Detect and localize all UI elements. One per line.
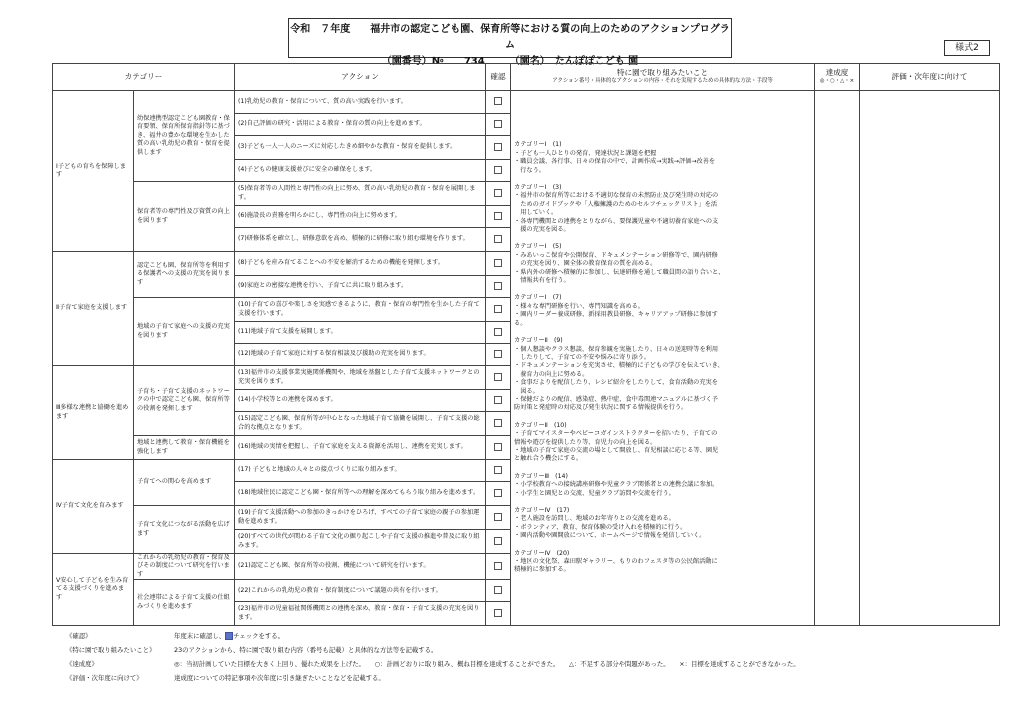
action-22: (22)これからの乳幼児の教育・保育制度について議題の共有を行います。	[235, 580, 486, 602]
check-cell	[486, 114, 511, 136]
form-number: 様式2	[944, 40, 990, 56]
table-header-row	[53, 64, 1000, 91]
category-4: Ⅳ子育て文化を育みます	[53, 460, 134, 554]
focus-line: 援の充実を図る。	[514, 226, 570, 234]
check-box[interactable]	[494, 189, 502, 197]
focus-line: ・園内リーダー養成研修、新採用教員研修、キャリアアップ研修に参加す	[514, 311, 718, 319]
focus-block	[514, 473, 811, 498]
check-cell	[486, 390, 511, 412]
note-value: 達成度についての特記事項や次年度に引き継ぎたいことなどを記載する。	[174, 674, 385, 682]
check-cell	[486, 482, 511, 506]
check-cell	[486, 412, 511, 436]
subcategory-2-1: 認定こども園、保育所等を利用する保護者への支援の充実を図ります	[134, 252, 235, 298]
check-cell	[486, 276, 511, 298]
check-cell	[486, 182, 511, 206]
action-21: (21)認定こども園、保育所等の役割、機能について研究を行います。	[235, 554, 486, 580]
check-cell	[486, 436, 511, 460]
action-1: (1)乳幼児の教育・保育について、質の高い実践を行います。	[235, 91, 486, 114]
evaluation-cell[interactable]	[860, 91, 1000, 626]
action-10: (10)子育ての喜びや楽しさを実感できるように、教育・保育の専門性を生かした子育て支援を行います。	[235, 298, 486, 322]
focus-line: 行なう。	[514, 166, 545, 174]
note-value: ◎：当初計画していた目標を大きく上回り、優れた成果を上げた。 ○：計画どおりに取り組み、概ね目標を達成することができた。 △：不足する部分や問題があった。 ×：目標を達成することができなかった。	[174, 660, 800, 668]
action-7: (7)研修体系を確立し、研修意欲を高め、積極的に研修に取り組む環境を作ります。	[235, 228, 486, 252]
check-cell	[486, 366, 511, 390]
check-cell	[486, 91, 511, 114]
check-box[interactable]	[494, 120, 502, 128]
check-box[interactable]	[494, 586, 502, 594]
notes-section	[66, 629, 966, 685]
focus-block	[514, 141, 811, 175]
focus-block-title: カテゴリーⅠ (5)	[514, 243, 562, 251]
focus-line: ・小学生と園児との交流、児童クラブ訪問や交流を行う。	[514, 489, 675, 497]
check-box[interactable]	[494, 235, 502, 243]
check-cell	[486, 322, 511, 344]
header-focus-sub: アクション番号・具体的なアクションの内容・それを実現するための具体的な方法・手段等	[552, 78, 773, 85]
action-14: (14)小学校等との連携を深めます。	[235, 390, 486, 412]
header-evaluation: 評価・次年度に向けて	[860, 64, 1000, 91]
check-box[interactable]	[494, 143, 502, 151]
header-achievement-label: 達成度	[825, 67, 849, 77]
focus-block	[514, 243, 811, 285]
check-box[interactable]	[494, 305, 502, 313]
check-cell	[486, 554, 511, 580]
note-text: チェックをする。	[233, 632, 285, 640]
focus-block-title: カテゴリーⅣ (20)	[514, 549, 570, 557]
table-row	[53, 91, 1000, 114]
focus-line: ・様々な専門研修を行い、専門知識を高める。	[514, 302, 644, 310]
focus-line: ・子ども一人ひとりの発育、発達状況と課題を把握	[514, 149, 657, 157]
focus-line: ・地域の子育て家庭の交流の場として開放し、育児相談に応じる等、園児	[514, 446, 719, 454]
note-value: 23のアクションから、特に園で取り組む内容（番号も記載）と具体的な方法等を記載する。	[174, 646, 438, 654]
header-achievement-sub: ◎・○・△・×	[819, 78, 855, 85]
action-20: (20)すべての世代が関わる子育て文化の掘り起こしや子育て支援の推進や普及に取り組みます。	[235, 530, 486, 554]
subcategory-2-2: 地域の子育て家庭への支援の充実を図ります	[134, 298, 235, 366]
focus-line: 防対策と発症時の対応及び発生状況に関する情報提供を行う。	[514, 404, 688, 412]
focus-line: 用していく。	[514, 209, 558, 217]
focus-block-title: カテゴリーⅡ (9)	[514, 337, 563, 345]
check-cell	[486, 252, 511, 276]
program-title: 令和 ７年度 福井市の認定こども園、保育所等における質の向上のためのアクションプログラム	[290, 24, 730, 51]
check-box[interactable]	[494, 282, 502, 290]
focus-block	[514, 337, 811, 413]
focus-line: ・園内活動や園開放について、ホームページで情報を発信していく。	[514, 532, 706, 540]
header-action: アクション	[235, 64, 486, 91]
focus-line: ・個人懇談やクラス懇談、保育参観を実施したり、日々の送迎時等を利用	[514, 345, 719, 353]
header-achievement	[815, 64, 860, 91]
header-focus-label: 特に園で取り組みたいこと	[616, 67, 709, 77]
check-cell	[486, 228, 511, 252]
action-13: (13)福井市の支援事業実施関係機関や、地域を基盤とした子育て支援ネットワークとの充実を図ります。	[235, 366, 486, 390]
header-focus	[511, 64, 815, 91]
subcategory-3-2: 地域と連携して教育・保育機能を強化します	[134, 436, 235, 460]
check-box[interactable]	[494, 396, 502, 404]
check-box[interactable]	[494, 466, 502, 474]
facility-name: （園番号）№ 734 （園名） たんぽぽこども 園	[381, 56, 639, 67]
check-cell	[486, 344, 511, 366]
focus-line: したりして、子育ての不安や悩みに寄り添う。	[514, 353, 651, 361]
focus-line: る。	[514, 319, 527, 327]
action-19: (19)子育て支援活動への参加のきっかけをひろげ、すべての子育て家庭の親子の参加運動を進めます。	[235, 506, 486, 530]
check-box[interactable]	[494, 419, 502, 427]
action-program-table	[52, 63, 1000, 626]
check-box[interactable]	[494, 212, 502, 220]
header-category: カテゴリー	[53, 64, 235, 91]
check-cell	[486, 602, 511, 626]
check-box[interactable]	[494, 259, 502, 267]
achievement-cell[interactable]	[815, 91, 860, 626]
focus-cell	[511, 91, 815, 626]
action-18: (18)地域住民に認定こども園・保育所等への理解を深めてもらう取り組みを進めます。	[235, 482, 486, 506]
subcategory-3-1: 子育ち・子育て支援のネットワークの中で認定こども園、保育所等の役割を発揮します	[134, 366, 235, 436]
note-row	[66, 657, 966, 671]
note-text: 年度末に確認し、	[174, 632, 226, 640]
focus-block-title: カテゴリーⅡ (10)	[514, 421, 567, 429]
check-cell	[486, 580, 511, 602]
action-6: (6)施設長の責務を明らかにし、専門性の向上に努めます。	[235, 206, 486, 228]
focus-block	[514, 294, 811, 328]
category-2: Ⅱ子育て家庭を支援します	[53, 252, 134, 366]
focus-line: ・県内外の研修へ積極的に参加し、伝達研修を通して職員間の語り合いと、	[514, 268, 725, 276]
focus-line: 養育力の向上に努める。	[514, 370, 589, 378]
focus-line: ・子育てマイスターやベビーコガインストラクターを招いたり、子育ての	[514, 430, 718, 438]
action-2: (2)自己評価の研究・活用による教育・保育の質の向上を進めます。	[235, 114, 486, 136]
subcategory-5-2: 社会連帯による子育て支援の仕組みづくりを進めます	[134, 580, 235, 626]
focus-block	[514, 507, 811, 541]
focus-line: ・地区の文化祭、森田駅ギャラリー、もりのわフェスタ等の公民館活動に	[514, 558, 718, 566]
note-key: 《確認》	[66, 632, 92, 640]
focus-block-title: カテゴリーⅢ (14)	[514, 472, 568, 480]
check-box[interactable]	[494, 537, 502, 545]
focus-line: 積極的に参加する。	[514, 566, 570, 574]
action-9: (9)家庭との密接な連携を行い、子育てに共に取り組みます。	[235, 276, 486, 298]
focus-block-title: カテゴリーⅠ (3)	[514, 184, 562, 191]
focus-block-title: カテゴリーⅣ (17)	[514, 507, 570, 514]
category-3: Ⅲ多様な連携と協働を進めます	[53, 366, 134, 460]
note-row	[66, 671, 966, 685]
check-box[interactable]	[494, 489, 502, 497]
action-12: (12)地域の子育て家庭に対する保育相談及び援助の充実を図ります。	[235, 344, 486, 366]
focus-line: ・ボランティア、教育、保育体験の受け入れを積極的に行う。	[514, 523, 687, 531]
action-16: (16)地域の実情を把握し、子育て家庭を支える資源を活用し、連携を充実します。	[235, 436, 486, 460]
focus-block	[514, 184, 811, 234]
check-box[interactable]	[494, 443, 502, 451]
focus-line: ・ドキュメンテーションを充実させ、積極的に子どもの学びを伝えていき、	[514, 362, 724, 370]
focus-line: ・職員会議、各行事、日々の保育の中で、計画作成→実践→評価→改善を	[514, 158, 716, 166]
focus-line: ・老人施設を訪問し、地域のお年寄りとの交流を進める。	[514, 515, 675, 523]
action-15: (15)認定こども園、保育所等が中心となった地域子育て協働を展開し、子育て支援の総合的な拠点となります。	[235, 412, 486, 436]
note-row	[66, 629, 966, 643]
note-key: 《達成度》	[66, 660, 98, 668]
note-key: 《特に園で取り組みたいこと》	[66, 646, 156, 654]
check-cell	[486, 136, 511, 160]
category-1: Ⅰ子どもの育ちを保障します	[53, 91, 134, 252]
check-box[interactable]	[494, 97, 502, 105]
focus-line: ・各専門機関との連携をとりながら、要保護児童や不適切養育家庭への支	[514, 217, 719, 225]
focus-line: の充実を図り、園全体の教育保育の質を高める。	[514, 260, 657, 268]
subcategory-1-2: 保育者等の専門性及び資質の向上を図ります	[134, 182, 235, 252]
note-key: 《評価・次年度に向けて》	[66, 674, 143, 682]
check-cell	[486, 530, 511, 554]
focus-line: ・小学校教育への接続講座研修や児童クラブ関係者との連携会議に参加。	[514, 481, 719, 489]
check-box[interactable]	[494, 373, 502, 381]
action-3: (3)子ども一人一人のニーズに対応したきめ細やかな教育・保育を提供します。	[235, 136, 486, 160]
focus-line: ・みあいっこ保育や公開保育、ドキュメンテーション研修等で、園内研修	[514, 251, 718, 259]
check-box[interactable]	[494, 328, 502, 336]
focus-line: 図る。	[514, 387, 539, 395]
focus-block	[514, 550, 811, 575]
check-cell	[486, 506, 511, 530]
action-23: (23)福井市の児童福祉関係機関との連携を深め、教育・保育・子育て支援の充実を図ります。	[235, 602, 486, 626]
check-cell	[486, 160, 511, 182]
check-box[interactable]	[494, 350, 502, 358]
focus-block-title: カテゴリーⅠ (1)	[514, 141, 562, 149]
subcategory-4-2: 子育て文化につながる活動を広げます	[134, 506, 235, 554]
check-box[interactable]	[494, 609, 502, 617]
action-17: (17) 子どもと地域の人々との接点づくりに取り組みます。	[235, 460, 486, 482]
title-box	[288, 18, 732, 67]
header-check: 確認	[486, 64, 511, 91]
focus-block	[514, 422, 811, 464]
check-cell	[486, 298, 511, 322]
action-4: (4)子どもの健康支援並びに安全の確保をします。	[235, 160, 486, 182]
check-box[interactable]	[494, 562, 502, 570]
focus-line: ・福井市の保育所等における不適切な保育の未然防止及び発生時の対応の	[514, 192, 719, 200]
focus-line: ・保健だよりの配信、感染症、熱中症、食中毒関連マニュアルに基づく予	[514, 395, 718, 403]
action-11: (11)地域子育て支援を展開します。	[235, 322, 486, 344]
check-cell	[486, 460, 511, 482]
check-box[interactable]	[494, 166, 502, 174]
focus-block-title: カテゴリーⅠ (7)	[514, 294, 562, 302]
focus-line: 情報や遊びを提供したり等、育児力の向上を図る。	[514, 438, 657, 446]
category-5: Ⅴ安心して子どもを生み育てる支援づくりを進めます	[53, 554, 134, 626]
checkbox-sample-icon	[225, 632, 233, 640]
note-row	[66, 643, 966, 657]
focus-line: と触れ合う機会にする。	[514, 455, 583, 463]
focus-line: ためのガイドブックや「人権擁護のためのセルフチェックリスト」を活	[514, 200, 718, 208]
focus-line: 情報共有を行う。	[514, 277, 570, 285]
action-8: (8)子どもを産み育てることへの不安を解消するための機能を発揮します。	[235, 252, 486, 276]
note-value	[174, 629, 966, 643]
action-5: (5)保育者等の人間性と専門性の向上に努め、質の高い乳幼児の教育・保育を展開します。	[235, 182, 486, 206]
subcategory-4-1: 子育てへの関心を高めます	[134, 460, 235, 506]
subcategory-1-1: 幼保連携型認定こども園教育・保育要領、保育所保育指針等に基づき、福井の豊かな環境を生かした質の高い乳幼児の教育・保育を提供します	[134, 91, 235, 182]
check-cell	[486, 206, 511, 228]
focus-line: ・食事だよりを配信したり、レシピ紹介をしたりして、食育活動の充実を	[514, 379, 718, 387]
subcategory-5-1: これからの乳幼児の教育・保育及びその制度について研究を行います	[134, 554, 235, 580]
check-box[interactable]	[494, 513, 502, 521]
